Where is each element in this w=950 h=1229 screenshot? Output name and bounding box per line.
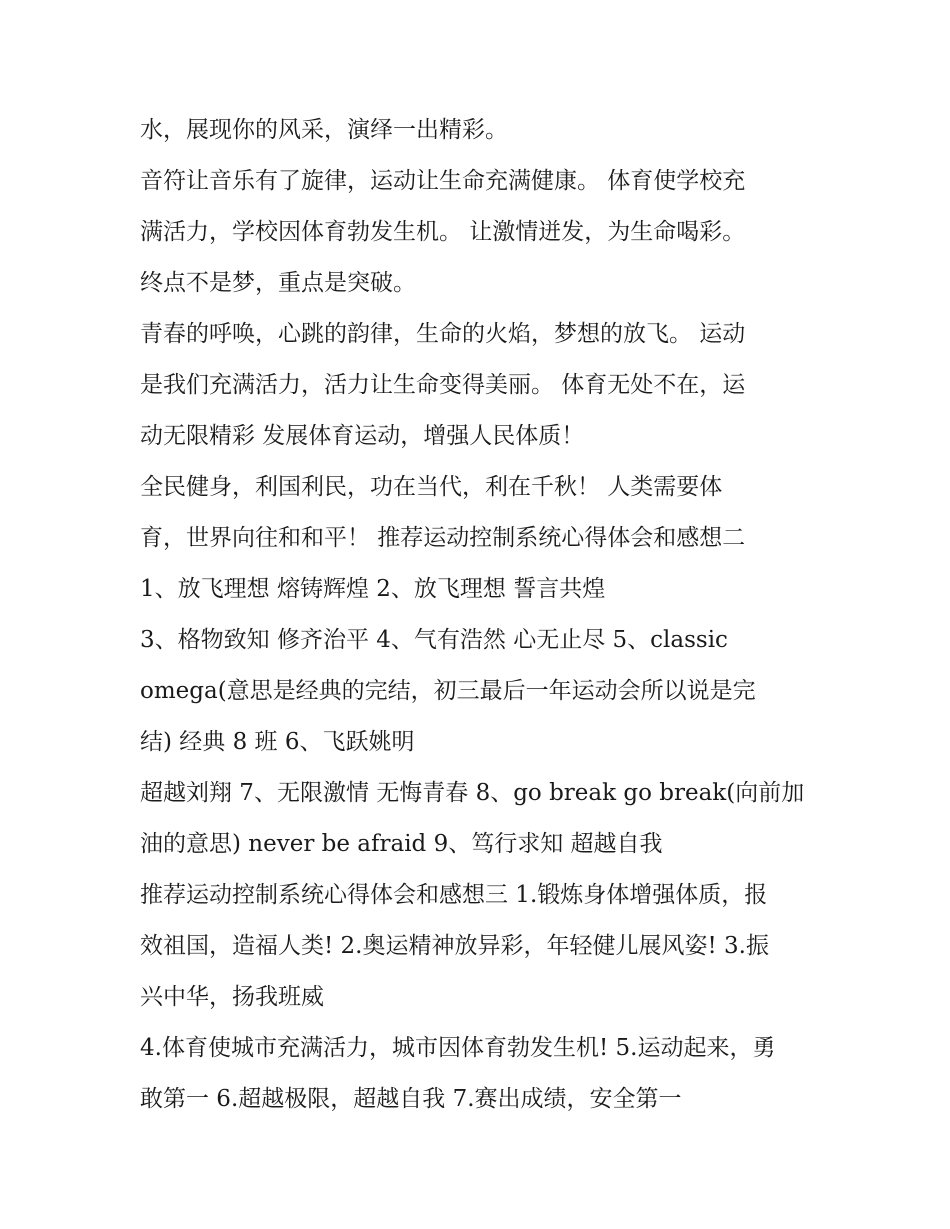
text-line: 超越刘翔 7、无限激情 无悔青春 8、go break go break(向前加 xyxy=(140,780,805,806)
text-line: 敢第一 6.超越极限，超越自我 7.赛出成绩，安全第一 xyxy=(140,1086,682,1112)
text-line: 4.体育使城市充满活力，城市因体育勃发生机! 5.运动起来，勇 xyxy=(140,1035,776,1061)
text-line: 1、放飞理想 熔铸辉煌 2、放飞理想 誓言共煌 xyxy=(140,576,606,602)
text-line: 全民健身，利国利民，功在当代，利在千秋！ 人类需要体 xyxy=(140,474,723,500)
text-line: omega(意思是经典的完结，初三最后一年运动会所以说是完 xyxy=(140,678,756,704)
text-line: 动无限精彩 发展体育运动，增强人民体质！ xyxy=(140,423,585,449)
text-line: 满活力，学校因体育勃发生机。 让激情迸发，为生命喝彩。 xyxy=(140,219,746,245)
text-line: 3、格物致知 修齐治平 4、气有浩然 心无止尽 5、classic xyxy=(140,627,728,653)
text-line: 水，展现你的风采，演绎一出精彩。 xyxy=(140,117,508,143)
text-line: 终点不是梦，重点是突破。 xyxy=(140,270,416,296)
text-line: 推荐运动控制系统心得体会和感想三 1.锻炼身体增强体质，报 xyxy=(140,882,768,908)
text-line: 育，世界向往和和平！ 推荐运动控制系统心得体会和感想二 xyxy=(140,525,746,551)
text-line: 是我们充满活力，活力让生命变得美丽。 体育无处不在，运 xyxy=(140,372,746,398)
text-line: 结) 经典 8 班 6、飞跃姚明 xyxy=(140,729,415,755)
text-line: 效祖国，造福人类! 2.奥运精神放异彩，年轻健儿展风姿! 3.振 xyxy=(140,933,769,959)
text-line: 青春的呼唤，心跳的韵律，生命的火焰，梦想的放飞。 运动 xyxy=(140,321,746,347)
text-line: 兴中华，扬我班威 xyxy=(140,984,324,1010)
text-line: 音符让音乐有了旋律，运动让生命充满健康。 体育使学校充 xyxy=(140,168,746,194)
text-line: 油的意思) never be afraid 9、笃行求知 超越自我 xyxy=(140,831,663,857)
